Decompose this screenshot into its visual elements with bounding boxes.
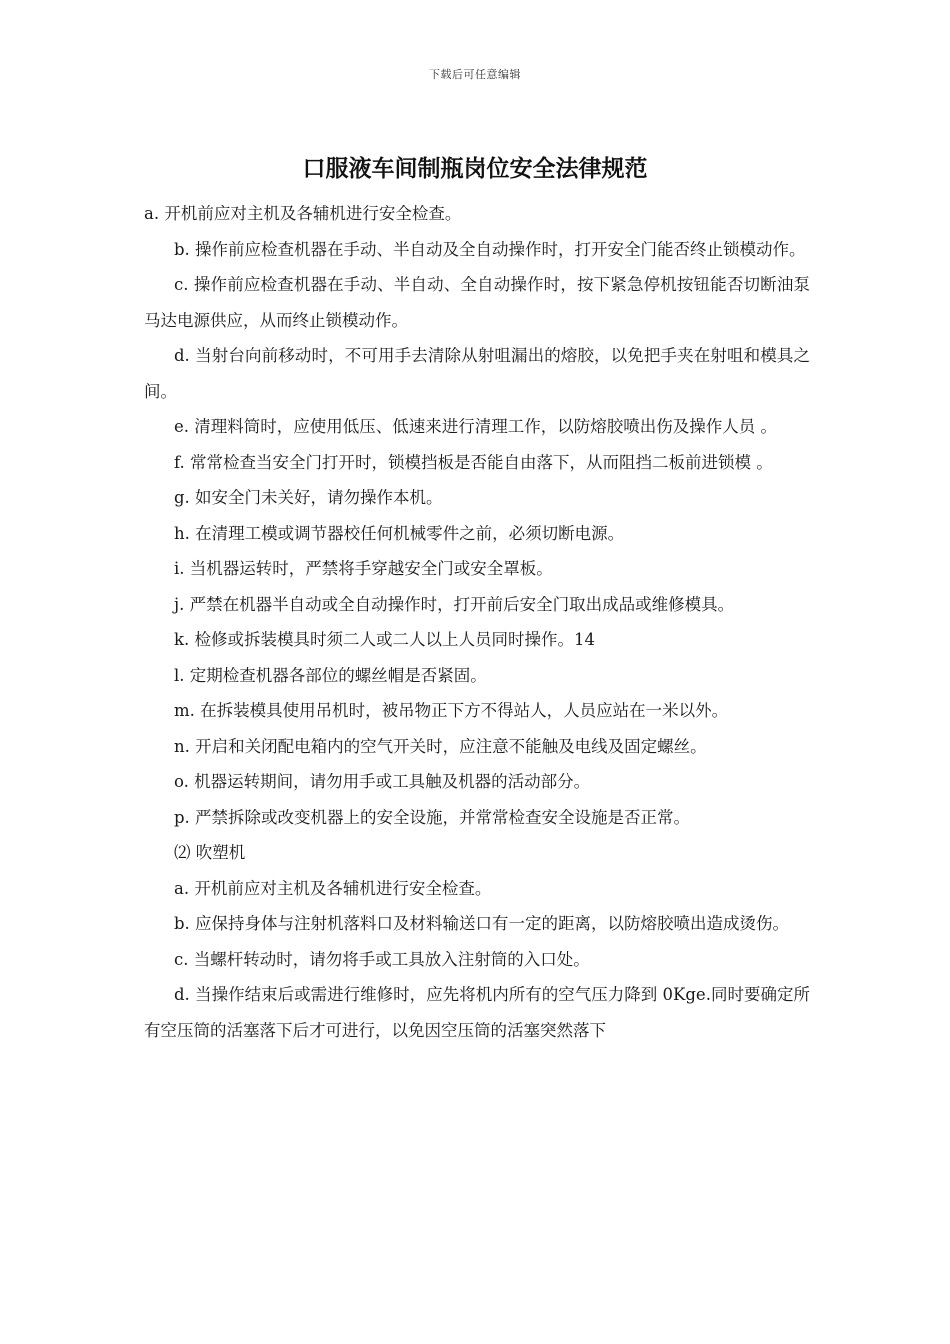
document-title: 口服液车间制瓶岗位安全法律规范 [302, 155, 648, 182]
paragraph: i. 当机器运转时，严禁将手穿越安全门或安全罩板。 [174, 559, 553, 578]
paragraph: m. 在拆装模具使用吊机时，被吊物正下方不得站人，人员应站在一米以外。 [174, 701, 729, 720]
paragraph: k. 检修或拆装模具时须二人或二人以上人员同时操作。14 [174, 630, 595, 649]
paragraph: b. 应保持身体与注射机落料口及材料输送口有一定的距离，以防熔胶喷出造成烫伤。 [174, 914, 790, 933]
paragraph: g. 如安全门未关好，请勿操作本机。 [174, 488, 443, 507]
paragraph: h. 在清理工模或调节器校任何机械零件之前，必须切断电源。 [174, 523, 625, 543]
paragraph: l. 定期检查机器各部位的螺丝帽是否紧固。 [174, 665, 487, 685]
page-header-note: 下载后可任意编辑 [429, 68, 521, 81]
paragraph: e. 清理料筒时，应使用低压、低速来进行清理工作，以防熔胶喷出伤及操作人员 。 [174, 417, 777, 436]
paragraph: f. 常常检查当安全门打开时，锁模挡板是否能自由落下，从而阻挡二板前进锁模 。 [174, 452, 773, 472]
paragraph: d. 当射台向前移动时，不可用手去清除从射咀漏出的熔胶，以免把手夹在射咀和模具之间。 [144, 346, 810, 401]
paragraph: a. 开机前应对主机及各辅机进行安全检查。 [144, 204, 462, 223]
document-body [144, 196, 810, 1048]
section-heading: ⑵ 吹塑机 [174, 843, 246, 862]
paragraph: a. 开机前应对主机及各辅机进行安全检查。 [174, 878, 492, 898]
paragraph: j. 严禁在机器半自动或全自动操作时，打开前后安全门取出成品或维修模具。 [174, 594, 735, 614]
paragraph: d. 当操作结束后或需进行维修时，应先将机内所有的空气压力降到 0Kge.同时要确定所有空压筒的活塞落下后才可进行，以免因空压筒的活塞突然落下 [144, 985, 810, 1040]
paragraph: c. 操作前应检查机器在手动、半自动、全自动操作时，按下紧急停机按钮能否切断油泵马达电源供应，从而终止锁模动作。 [144, 275, 810, 330]
paragraph: p. 严禁拆除或改变机器上的安全设施，并常常检查安全设施是否正常。 [174, 807, 691, 827]
paragraph: o. 机器运转期间，请勿用手或工具触及机器的活动部分。 [174, 772, 591, 791]
paragraph: c. 当螺杆转动时，请勿将手或工具放入注射筒的入口处。 [174, 949, 590, 969]
paragraph: n. 开启和关闭配电箱内的空气开关时，应注意不能触及电线及固定螺丝。 [174, 736, 707, 756]
paragraph: b. 操作前应检查机器在手动、半自动及全自动操作时，打开安全门能否终止锁模动作。 [174, 239, 806, 259]
